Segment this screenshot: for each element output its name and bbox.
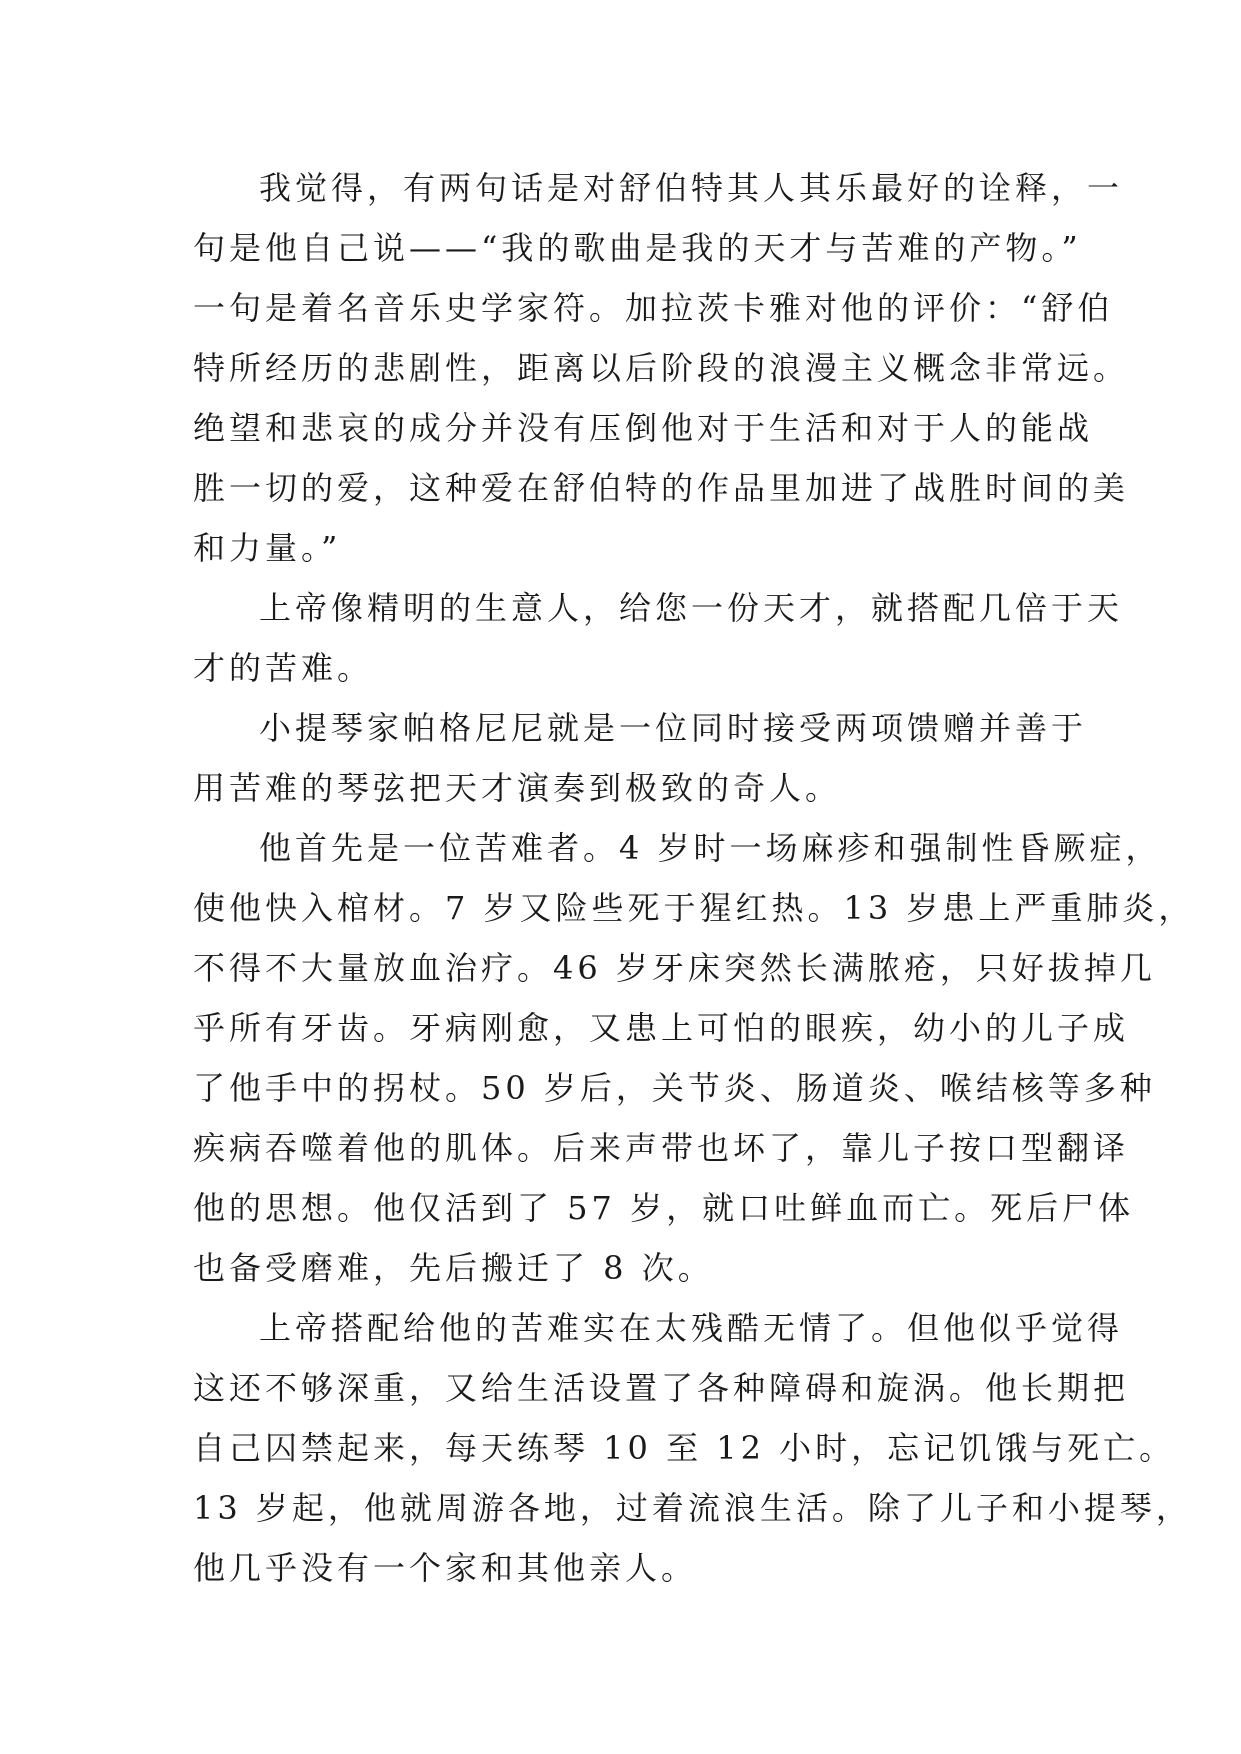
text-line: 绝望和悲哀的成分并没有压倒他对于生活和对于人的能战 xyxy=(193,409,1094,447)
text-line: 句是他自己说——“我的歌曲是我的天才与苦难的产物。” xyxy=(193,229,1082,267)
text-line: 用苦难的琴弦把天才演奏到极致的奇人。 xyxy=(193,769,842,807)
paragraph xyxy=(193,1298,1192,1598)
paragraph xyxy=(193,818,1195,1298)
text-line: 也备受磨难，先后搬迁了 8 次。 xyxy=(193,1249,714,1287)
text-line: 和力量。” xyxy=(193,529,342,567)
text-line: 他首先是一位苦难者。4 岁时一场麻疹和强制性昏厥症， xyxy=(259,829,1162,867)
text-line: 特所经历的悲剧性，距离以后阶段的浪漫主义概念非常远。 xyxy=(193,349,1130,387)
paragraph xyxy=(193,698,1088,818)
text-line: 疾病吞噬着他的肌体。后来声带也坏了，靠儿子按口型翻译 xyxy=(193,1129,1130,1167)
text-line: 胜一切的爱，这种爱在舒伯特的作品里加进了战胜时间的美 xyxy=(193,469,1130,507)
text-line: 上帝搭配给他的苦难实在太残酷无情了。但他似乎觉得 xyxy=(259,1309,1124,1347)
text-line: 一句是着名音乐史学家符。加拉茨卡雅对他的评价：“舒伯 xyxy=(193,289,1114,327)
text-line: 小提琴家帕格尼尼就是一位同时接受两项馈赠并善于 xyxy=(259,709,1088,747)
text-line: 他几乎没有一个家和其他亲人。 xyxy=(193,1549,698,1587)
paragraph xyxy=(193,158,1130,578)
body-text xyxy=(193,158,1195,1598)
text-line: 才的苦难。 xyxy=(193,649,374,687)
text-line: 不得不大量放血治疗。46 岁牙床突然长满脓疮，只好拔掉几 xyxy=(193,949,1156,987)
text-line: 我觉得，有两句话是对舒伯特其人其乐最好的诠释，一 xyxy=(259,169,1124,207)
text-line: 他的思想。他仅活到了 57 岁，就口吐鲜血而亡。死后尸体 xyxy=(193,1189,1135,1227)
paragraph xyxy=(193,578,1124,698)
text-line: 这还不够深重，又给生活设置了各种障碍和旋涡。他长期把 xyxy=(193,1369,1130,1407)
text-line: 上帝像精明的生意人，给您一份天才，就搭配几倍于天 xyxy=(259,589,1124,627)
text-line: 自己囚禁起来，每天练琴 10 至 12 小时，忘记饥饿与死亡。 xyxy=(193,1429,1176,1467)
text-line: 使他快入棺材。7 岁又险些死于猩红热。13 岁患上严重肺炎， xyxy=(193,889,1195,927)
text-line: 了他手中的拐杖。50 岁后，关节炎、肠道炎、喉结核等多种 xyxy=(193,1069,1156,1107)
text-line: 乎所有牙齿。牙病刚愈，又患上可怕的眼疾，幼小的儿子成 xyxy=(193,1009,1130,1047)
text-line: 13 岁起，他就周游各地，过着流浪生活。除了儿子和小提琴， xyxy=(193,1489,1192,1527)
